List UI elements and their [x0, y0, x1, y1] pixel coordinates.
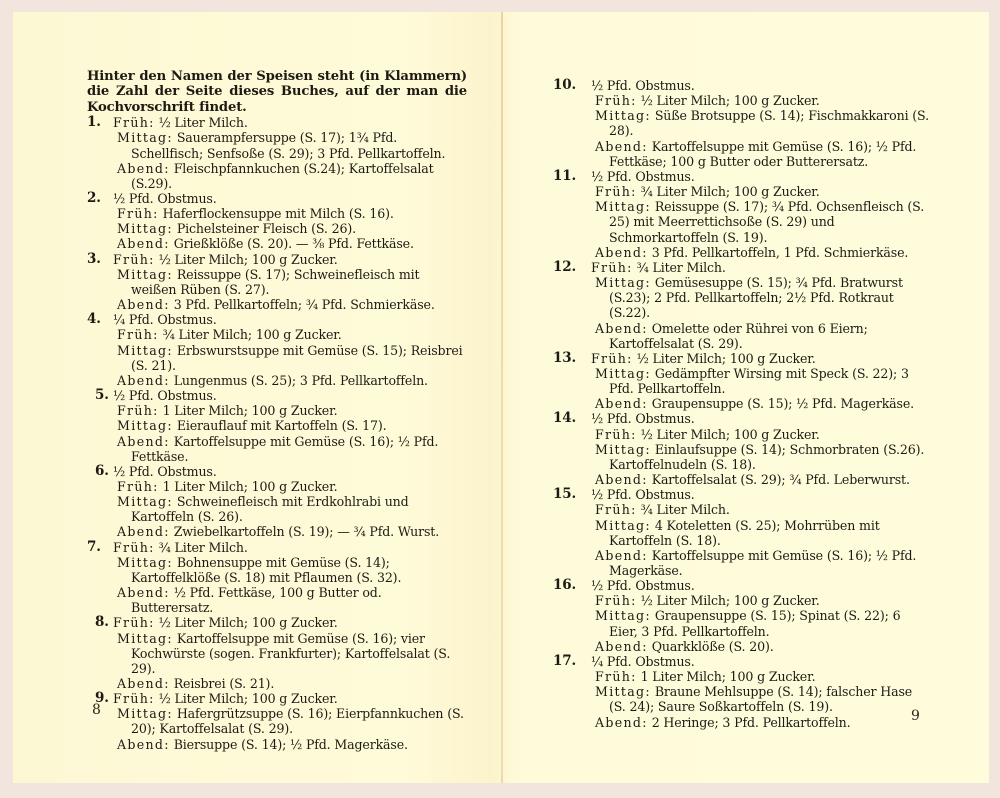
- day-number: 17.: [553, 652, 577, 669]
- dinner-label: Abend:: [595, 320, 648, 336]
- lunch-label: Mittag:: [595, 108, 651, 124]
- dinner-line: [591, 715, 931, 730]
- menu-day: [87, 252, 467, 313]
- day-number: 12.: [553, 258, 577, 275]
- lunch-text: Braune Mehlsuppe (S. 14); falscher Hase (S. 24); Saure Soßkartoffeln (S. 19).: [609, 684, 913, 715]
- lunch-label: Mittag:: [595, 275, 651, 291]
- dinner-text: Grießklöße (S. 20). — ⅜ Pfd. Fettkäse.: [173, 236, 414, 252]
- breakfast-line: [113, 252, 467, 267]
- lunch-text: Kartoffelsuppe mit Gemüse (S. 16); vier Kochwürste (sogen. Frankfurter); Kartoffelsalat (S. 29).: [131, 630, 451, 676]
- dinner-line: [113, 434, 467, 464]
- menu-day: [87, 464, 467, 540]
- breakfast-line: [113, 479, 467, 494]
- lunch-line: [113, 706, 467, 736]
- day-number: 14.: [553, 410, 577, 427]
- dinner-line: [113, 524, 467, 539]
- page-number: 8: [92, 702, 101, 718]
- breakfast-line: [591, 593, 931, 608]
- breakfast-line: [113, 327, 467, 342]
- breakfast-label: Früh:: [595, 184, 637, 200]
- day-number: 13.: [553, 349, 577, 366]
- menu-day-list: [87, 115, 467, 752]
- breakfast-text: ½ Liter Milch; 100 g Zucker.: [636, 350, 816, 366]
- menu-day: [553, 654, 931, 730]
- breakfast-label: Früh:: [595, 593, 637, 609]
- lunch-line: [591, 199, 931, 244]
- lunch-text: Eierauflauf mit Kartoffeln (S. 17).: [176, 418, 387, 434]
- menu-day: [87, 191, 467, 252]
- breakfast-line: [591, 260, 931, 275]
- day-number: 7.: [87, 538, 101, 555]
- breakfast-text: ¾ Liter Milch.: [636, 259, 726, 275]
- breakfast-line: [113, 615, 467, 630]
- breakfast-text: ½ Liter Milch; 100 g Zucker.: [158, 615, 338, 631]
- breakfast-text: ½ Liter Milch; 100 g Zucker.: [640, 593, 820, 609]
- right-page: [503, 12, 989, 783]
- dinner-text: 3 Pfd. Pellkartoffeln; ¾ Pfd. Schmierkäse.: [173, 297, 435, 313]
- lunch-line: [113, 221, 467, 236]
- lunch-text: 4 Koteletten (S. 25); Mohrrüben mit Kartoffeln (S. 18).: [609, 517, 880, 548]
- breakfast-label: Früh:: [113, 539, 155, 555]
- dinner-text: 3 Pfd. Pellkartoffeln, 1 Pfd. Schmierkäse.: [651, 244, 909, 260]
- left-page: [13, 12, 501, 783]
- menu-day: [87, 615, 467, 691]
- menu-day: [553, 78, 931, 169]
- lunch-line: [113, 130, 467, 160]
- dinner-label: Abend:: [595, 472, 648, 488]
- first-line: ½ Pfd. Obstmus.: [591, 411, 695, 427]
- lunch-label: Mittag:: [117, 342, 173, 358]
- lunch-label: Mittag:: [595, 441, 651, 457]
- dinner-line: [113, 373, 467, 388]
- day-number: 10.: [553, 77, 577, 93]
- lunch-text: Hafergrützsuppe (S. 16); Eierpfannkuchen (S. 20); Kartoffelsalat (S. 29).: [131, 706, 464, 737]
- lunch-line: [591, 366, 931, 396]
- breakfast-text: ¾ Liter Milch; 100 g Zucker.: [162, 327, 342, 343]
- first-line: ½ Pfd. Obstmus.: [591, 578, 695, 594]
- dinner-line: [591, 548, 931, 578]
- breakfast-line: [113, 540, 467, 555]
- dinner-text: Fleischpfannkuchen (S.24); Kartoffelsalat (S.29).: [131, 160, 434, 191]
- dinner-label: Abend:: [117, 585, 170, 601]
- lunch-label: Mittag:: [117, 554, 173, 570]
- breakfast-text: ½ Liter Milch; 100 g Zucker.: [640, 93, 820, 109]
- lunch-text: Sauerampfersuppe (S. 17); 1¾ Pfd. Schellfisch; Senfsoße (S. 29); 3 Pfd. Pellkartoffeln.: [131, 130, 446, 161]
- breakfast-text: 1 Liter Milch; 100 g Zucker.: [162, 403, 338, 419]
- dinner-line: [591, 472, 931, 487]
- lunch-line: [113, 555, 467, 585]
- breakfast-text: ½ Liter Milch.: [158, 115, 248, 131]
- breakfast-line: [591, 184, 931, 199]
- dinner-text: Kartoffelsuppe mit Gemüse (S. 16); ½ Pfd. Magerkäse.: [609, 547, 917, 578]
- breakfast-label: Früh:: [113, 115, 155, 131]
- dinner-line: [113, 297, 467, 312]
- dinner-line: [113, 585, 467, 615]
- menu-day: [553, 169, 931, 260]
- lunch-text: Gemüsesuppe (S. 15); ¾ Pfd. Bratwurst (S.23); 2 Pfd. Pellkartoffeln; 2½ Pfd. Rotkraut (S.22).: [609, 275, 903, 321]
- dinner-text: ½ Pfd. Fettkäse, 100 g Butter od. Butterersatz.: [131, 585, 382, 616]
- breakfast-line: [113, 691, 467, 706]
- dinner-label: Abend:: [117, 372, 170, 388]
- lunch-label: Mittag:: [595, 684, 651, 700]
- first-line: ½ Pfd. Obstmus.: [113, 388, 217, 404]
- first-line: ¼ Pfd. Obstmus.: [113, 312, 217, 328]
- dinner-text: 2 Heringe; 3 Pfd. Pellkartoffeln.: [651, 714, 851, 730]
- lunch-text: Einlaufsuppe (S. 14); Schmorbraten (S.26). Kartoffelnudeln (S. 18).: [609, 441, 925, 472]
- first-line: ½ Pfd. Obstmus.: [591, 487, 695, 503]
- day-number: 2.: [87, 190, 101, 206]
- breakfast-text: ¾ Liter Milch; 100 g Zucker.: [640, 184, 820, 200]
- dinner-label: Abend:: [595, 244, 648, 260]
- dinner-label: Abend:: [117, 736, 170, 752]
- book-spread: [13, 12, 989, 783]
- dinner-label: Abend:: [117, 160, 170, 176]
- lunch-text: Reissuppe (S. 17); Schweinefleisch mit weißen Rüben (S. 27).: [131, 266, 420, 297]
- day-number: 11.: [553, 167, 577, 184]
- lunch-label: Mittag:: [117, 221, 173, 237]
- dinner-line: [591, 321, 931, 351]
- lunch-label: Mittag:: [117, 266, 173, 282]
- lunch-label: Mittag:: [117, 706, 173, 722]
- menu-day: [87, 115, 467, 191]
- dinner-text: Lungenmus (S. 25); 3 Pfd. Pellkartoffeln.: [173, 372, 428, 388]
- breakfast-label: Früh:: [113, 615, 155, 631]
- menu-day: [553, 487, 931, 578]
- lunch-line: [591, 442, 931, 472]
- dinner-text: Biersuppe (S. 14); ½ Pfd. Magerkäse.: [173, 736, 408, 752]
- menu-day: [87, 388, 467, 464]
- first-line: ½ Pfd. Obstmus.: [591, 78, 695, 93]
- dinner-line: [591, 245, 931, 260]
- dinner-text: Kartoffelsuppe mit Gemüse (S. 16); ½ Pfd. Fettkäse; 100 g Butter oder Butterersatz.: [609, 138, 917, 169]
- menu-day: [553, 578, 931, 654]
- lunch-text: Schweinefleisch mit Erdkohlrabi und Kartoffeln (S. 26).: [131, 494, 409, 525]
- lunch-text: Gedämpfter Wirsing mit Speck (S. 22); 3 Pfd. Pellkartoffeln.: [609, 365, 909, 397]
- dinner-line: [113, 737, 467, 752]
- day-number: 1.: [87, 114, 101, 131]
- lunch-text: Bohnensuppe mit Gemüse (S. 14); Kartoffelklöße (S. 18) mit Pflaumen (S. 32).: [131, 554, 402, 585]
- breakfast-text: Haferflockensuppe mit Milch (S. 16).: [162, 206, 394, 222]
- breakfast-label: Früh:: [595, 669, 637, 685]
- day-number: 15.: [553, 486, 577, 503]
- menu-day: [553, 411, 931, 487]
- lunch-label: Mittag:: [595, 365, 651, 381]
- lunch-line: [591, 518, 931, 548]
- dinner-line: [113, 161, 467, 191]
- breakfast-line: [591, 502, 931, 517]
- dinner-line: [113, 676, 467, 691]
- right-page-content: [553, 78, 931, 730]
- dinner-label: Abend:: [117, 524, 170, 540]
- lunch-line: [113, 267, 467, 297]
- breakfast-line: [591, 93, 931, 108]
- day-number: 8.: [95, 614, 109, 631]
- dinner-label: Abend:: [117, 676, 170, 691]
- first-line: ½ Pfd. Obstmus.: [113, 191, 217, 206]
- lunch-text: Pichelsteiner Fleisch (S. 26).: [176, 221, 356, 237]
- lunch-line: [591, 108, 931, 138]
- menu-day: [553, 260, 931, 351]
- menu-day: [553, 351, 931, 412]
- menu-day-list: [553, 78, 931, 730]
- menu-day: [87, 540, 467, 616]
- day-number: 3.: [87, 250, 101, 267]
- dinner-label: Abend:: [595, 396, 648, 412]
- breakfast-text: 1 Liter Milch; 100 g Zucker.: [162, 478, 338, 494]
- breakfast-label: Früh:: [113, 691, 155, 707]
- day-number: 6.: [95, 462, 109, 479]
- day-number: 5.: [95, 387, 109, 404]
- breakfast-label: Früh:: [113, 251, 155, 267]
- dinner-text: Graupensuppe (S. 15); ½ Pfd. Magerkäse.: [651, 396, 915, 412]
- lunch-line: [591, 275, 931, 320]
- breakfast-label: Früh:: [595, 426, 637, 442]
- breakfast-text: ½ Liter Milch; 100 g Zucker.: [158, 251, 338, 267]
- breakfast-label: Früh:: [117, 327, 159, 343]
- dinner-text: Zwiebelkartoffeln (S. 19); — ¾ Pfd. Wurst.: [173, 524, 440, 540]
- lunch-line: [591, 684, 931, 714]
- breakfast-label: Früh:: [117, 403, 159, 419]
- dinner-label: Abend:: [595, 714, 648, 730]
- menu-day: [87, 691, 467, 752]
- lunch-label: Mittag:: [117, 494, 173, 510]
- lunch-label: Mittag:: [117, 630, 173, 646]
- intro-note: Hinter den Namen der Speisen steht (in Klammern) die Zahl der Seite dieses Buches, auf der man die Kochvorschrift findet.: [87, 69, 467, 115]
- lunch-label: Mittag:: [595, 199, 651, 215]
- breakfast-label: Früh:: [117, 478, 159, 494]
- breakfast-line: [591, 427, 931, 442]
- breakfast-text: ½ Liter Milch; 100 g Zucker.: [640, 426, 820, 442]
- dinner-line: [591, 396, 931, 411]
- dinner-text: Reisbrei (S. 21).: [173, 676, 275, 691]
- page-number: 9: [911, 708, 920, 724]
- dinner-text: Kartoffelsuppe mit Gemüse (S. 16); ½ Pfd. Fettkäse.: [131, 433, 439, 464]
- dinner-label: Abend:: [117, 236, 170, 252]
- left-page-content: [87, 69, 467, 752]
- breakfast-label: Früh:: [595, 93, 637, 109]
- lunch-line: [113, 631, 467, 676]
- dinner-label: Abend:: [595, 138, 648, 154]
- lunch-text: Reissuppe (S. 17); ¾ Pfd. Ochsenfleisch (S. 25) mit Meerrettichsoße (S. 29) und Schmorkartoffeln (S. 19).: [609, 199, 925, 245]
- lunch-label: Mittag:: [595, 608, 651, 624]
- breakfast-line: [113, 403, 467, 418]
- lunch-line: [113, 418, 467, 433]
- dinner-line: [591, 639, 931, 654]
- dinner-label: Abend:: [117, 297, 170, 313]
- lunch-text: Süße Brotsuppe (S. 14); Fischmakkaroni (S. 28).: [609, 108, 929, 139]
- dinner-text: Omelette oder Rührei von 6 Eiern; Kartoffelsalat (S. 29).: [609, 320, 868, 351]
- breakfast-text: 1 Liter Milch; 100 g Zucker.: [640, 669, 816, 685]
- breakfast-line: [113, 115, 467, 130]
- dinner-label: Abend:: [595, 638, 648, 654]
- day-number: 4.: [87, 311, 101, 328]
- day-number: 9.: [95, 690, 109, 707]
- breakfast-label: Früh:: [591, 259, 633, 275]
- dinner-label: Abend:: [595, 547, 648, 563]
- lunch-text: Graupensuppe (S. 15); Spinat (S. 22); 6 Eier, 3 Pfd. Pellkartoffeln.: [609, 608, 901, 639]
- dinner-label: Abend:: [117, 433, 170, 449]
- breakfast-line: [591, 669, 931, 684]
- lunch-label: Mittag:: [117, 130, 173, 146]
- first-line: ¼ Pfd. Obstmus.: [591, 653, 695, 669]
- dinner-line: [591, 139, 931, 169]
- lunch-line: [113, 494, 467, 524]
- lunch-label: Mittag:: [117, 418, 173, 434]
- breakfast-line: [113, 206, 467, 221]
- breakfast-label: Früh:: [117, 206, 159, 222]
- lunch-line: [591, 608, 931, 638]
- lunch-label: Mittag:: [595, 517, 651, 533]
- menu-day: [87, 312, 467, 388]
- dinner-text: Kartoffelsalat (S. 29); ¾ Pfd. Leberwurst.: [651, 472, 910, 488]
- dinner-text: Quarkklöße (S. 20).: [651, 638, 774, 654]
- breakfast-line: [591, 351, 931, 366]
- day-number: 16.: [553, 577, 577, 594]
- breakfast-label: Früh:: [591, 350, 633, 366]
- lunch-text: Erbswurstsuppe mit Gemüse (S. 15); Reisbrei (S. 21).: [131, 342, 463, 373]
- breakfast-label: Früh:: [595, 502, 637, 518]
- first-line: ½ Pfd. Obstmus.: [113, 463, 217, 479]
- breakfast-text: ¾ Liter Milch.: [640, 502, 730, 518]
- lunch-line: [113, 343, 467, 373]
- breakfast-text: ¾ Liter Milch.: [158, 539, 248, 555]
- first-line: ½ Pfd. Obstmus.: [591, 168, 695, 184]
- dinner-line: [113, 236, 467, 251]
- breakfast-text: ½ Liter Milch; 100 g Zucker.: [158, 691, 338, 707]
